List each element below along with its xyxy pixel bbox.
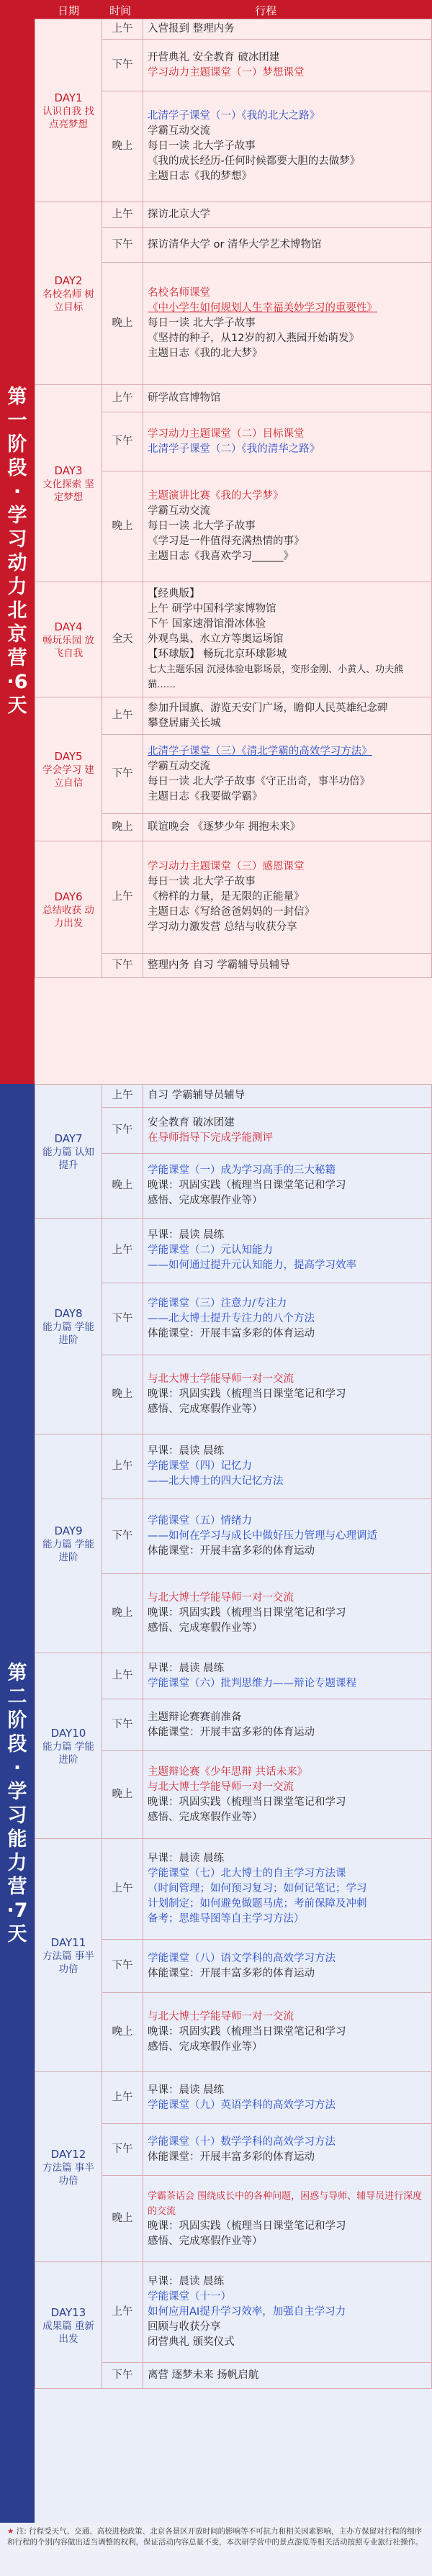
- time-cell: 上午: [102, 697, 143, 735]
- time-cell: 下午: [102, 1940, 143, 1993]
- activity-line: 每日一读 北大学子故事: [148, 317, 256, 329]
- day-cell: [35, 2262, 102, 2389]
- activity-cell: [143, 202, 432, 228]
- activity-line: 《我的成长经历-任何时候都要大胆的去做梦》: [148, 155, 361, 167]
- activity-line: 每日一读 北大学子故事: [148, 876, 256, 887]
- schedule-row: [35, 385, 432, 412]
- day-theme: 方法篇 事半功倍: [42, 1950, 94, 1975]
- activity-cell: [143, 2124, 432, 2176]
- activity-line: 学能课堂（六）批判思维力——辩论专题课程: [148, 1677, 356, 1689]
- day-id: DAY4: [54, 620, 83, 633]
- activity-line: 学能课堂（五）情绪力: [148, 1515, 252, 1527]
- activity-line: 与北大博士学能导师一对一交流: [148, 2011, 294, 2023]
- activity-cell: [143, 954, 432, 978]
- time-cell: 上午: [102, 2072, 143, 2124]
- activity-line: 学能课堂（十一）: [148, 2291, 231, 2302]
- activity-line: 体能课堂：开展丰富多彩的体育运动: [148, 2151, 315, 2163]
- activity-cell: [143, 1993, 432, 2072]
- time-cell: 上午: [102, 2262, 143, 2363]
- activity-cell: [143, 2072, 432, 2124]
- activity-cell: [143, 1940, 432, 1993]
- activity-line: 学霸互动交流: [148, 125, 210, 137]
- time-cell: 晚上: [102, 471, 143, 582]
- activity-line: 安全教育 破冰团建: [148, 1116, 235, 1129]
- activity-line: 计划制定；如何避免做题马虎；考前保障及冲刺: [148, 1898, 367, 1910]
- activity-line: 北清学子课堂（一）《我的北大之路》: [148, 110, 320, 122]
- activity-line: 联谊晚会 《逐梦少年 拥抱未来》: [148, 821, 301, 833]
- day-id: DAY8: [54, 1306, 83, 1320]
- activity-line: 每日一读 北大学子故事: [148, 520, 256, 532]
- schedule-row: [35, 1085, 432, 1108]
- day-id: DAY1: [54, 91, 83, 104]
- day-cell: [35, 582, 102, 697]
- stage1-table: [35, 19, 432, 1084]
- day-theme: 总结收获 动力出发: [42, 904, 94, 929]
- activity-cell: [143, 735, 432, 814]
- stage2-banner: [0, 1084, 35, 2523]
- activity-cell: [143, 2176, 432, 2262]
- day-theme: 能力篇 认知提升: [42, 1146, 94, 1171]
- activity-cell: [143, 697, 432, 735]
- activity-line: 《学习是一件值得充满热情的事》: [148, 535, 305, 547]
- activity-line: 学习动力激发营 总结与收获分享: [148, 921, 297, 933]
- time-cell: 上午: [102, 841, 143, 954]
- day-cell: [35, 202, 102, 385]
- activity-line: 学能课堂（四）记忆力: [148, 1460, 252, 1472]
- activity-line: 学霸互动交流: [148, 760, 210, 772]
- day-cell: [35, 697, 102, 841]
- day-id: DAY12: [50, 2147, 86, 2161]
- activity-line: 上午 研学中国科学家博物馆: [148, 603, 276, 615]
- activity-line: 主题日志《我的梦想》: [148, 171, 252, 182]
- time-cell: 下午: [102, 1499, 143, 1574]
- star-icon: ★: [7, 2527, 14, 2536]
- activity-line: 在导师指导下完成学能测评: [148, 1131, 273, 1144]
- day-theme: 畅玩乐园 放飞自我: [42, 634, 94, 659]
- stage2-table: [35, 1084, 432, 2523]
- table-header: [0, 0, 432, 19]
- activity-line: 早课：晨读 晨练: [148, 2276, 225, 2287]
- activity-line: 《坚持的种子，从12岁的初入燕园开始萌发》: [148, 333, 359, 344]
- time-cell: 下午: [102, 412, 143, 471]
- activity-cell: [143, 1751, 432, 1839]
- day-id: DAY3: [54, 464, 83, 477]
- activity-line: 学能课堂（二）元认知能力: [148, 1244, 273, 1256]
- activity-line: 如何应用AI提升学习效率，加强自主学习力: [148, 2306, 346, 2318]
- header-date: 日期: [58, 4, 80, 17]
- activity-cell: [143, 1283, 432, 1355]
- time-cell: 上午: [102, 19, 143, 40]
- activity-cell: [143, 1434, 432, 1499]
- activity-cell: [143, 19, 432, 40]
- activity-cell: [143, 91, 432, 202]
- activity-cell: [143, 263, 432, 385]
- activity-line: ——如何通过提升元认知能力，提高学习效率: [148, 1260, 356, 1271]
- activity-line: 名校名师课堂: [148, 287, 210, 299]
- activity-line: 学能课堂（十）数学学科的高效学习方法: [148, 2136, 336, 2148]
- activity-line: 体能课堂：开展丰富多彩的体育运动: [148, 1328, 315, 1339]
- time-cell: 晚上: [102, 1154, 143, 1219]
- footnote-text: 注: 行程受天气、交通、高校进校政策、北京各景区开放时间的影响等不可抗力和相关因素影响，主办方保留对行程的细序和行程的个别内容做出适当调整的权利，保证活动内容总量不变，本次研学营中的景点游览等相关活动按照专业旅行社操作。: [7, 2527, 423, 2546]
- time-cell: 上午: [102, 202, 143, 228]
- header-time: 时间: [109, 4, 132, 17]
- time-cell: 晚上: [102, 2176, 143, 2262]
- activity-line: ——北大博士提升专注力的八个方法: [148, 1313, 315, 1324]
- time-cell: 下午: [102, 1108, 143, 1154]
- schedule-row: [35, 841, 432, 954]
- activity-line: 北清学子课堂（三）《清北学霸的高效学习方法》: [148, 745, 372, 757]
- activity-line: 备考；思维导图等自主学习方法）: [148, 1913, 305, 1925]
- activity-line: 感悟、完成寒假作业等）: [148, 1195, 263, 1206]
- day-id: DAY2: [54, 274, 83, 287]
- activity-line: 入营报到 整理内务: [148, 23, 235, 35]
- activity-line: 学能课堂（七）北大博士的自主学习方法课: [148, 1868, 346, 1879]
- day-id: DAY11: [50, 1935, 86, 1949]
- day-cell: [35, 19, 102, 202]
- day-id: DAY5: [54, 749, 83, 763]
- activity-cell: [143, 471, 432, 582]
- activity-line: 开营典礼 安全教育 破冰团建: [148, 51, 280, 63]
- time-cell: 下午: [102, 735, 143, 814]
- activity-line: 学能课堂（一）成为学习高手的三大秘籍: [148, 1165, 336, 1176]
- day-cell: [35, 1839, 102, 2072]
- activity-line: 早课：晨读 晨练: [148, 1445, 225, 1457]
- schedule-grid: [35, 1084, 432, 2389]
- day-cell: [35, 841, 102, 978]
- activity-line: 下午 国家速滑馆滑冰体验: [148, 618, 266, 630]
- activity-line: 七大主题乐园 沉浸体验电影场景，变形金刚、小黄人、功夫熊猫……: [148, 664, 404, 690]
- activity-line: 回顾与收获分享: [148, 2321, 221, 2333]
- activity-line: 【环球版】 畅玩北京环球影城: [148, 648, 287, 660]
- activity-cell: [143, 1699, 432, 1751]
- activity-cell: [143, 1574, 432, 1653]
- time-cell: 下午: [102, 1283, 143, 1355]
- activity-line: 北清学子课堂（二）《我的清华之路》: [148, 443, 320, 455]
- activity-line: 学能课堂（八）语文学科的高效学习方法: [148, 1952, 336, 1964]
- activity-line: 体能课堂：开展丰富多彩的体育运动: [148, 1967, 315, 1979]
- schedule-row: [35, 1653, 432, 1699]
- activity-line: 体能课堂：开展丰富多彩的体育运动: [148, 1545, 315, 1557]
- activity-line: 探访清华大学 or 清华大学艺术博物馆: [148, 239, 322, 250]
- schedule-grid: [35, 19, 432, 978]
- activity-line: 早课：晨读 晨练: [148, 2084, 225, 2096]
- activity-cell: [143, 385, 432, 412]
- activity-line: 与北大博士学能导师一对一交流: [148, 1592, 294, 1604]
- day-id: DAY13: [50, 2305, 86, 2319]
- activity-line: 主题辩论赛赛前准备: [148, 1711, 242, 1723]
- activity-line: ——如何在学习与成长中做好压力管理与心理调适: [148, 1530, 377, 1542]
- day-theme: 认识自我 找点亮梦想: [42, 105, 94, 130]
- day-cell: [35, 1085, 102, 1219]
- activity-line: 与北大博士学能导师一对一交流: [148, 1373, 294, 1385]
- activity-line: 感悟、完成寒假作业等）: [148, 1811, 263, 1823]
- activity-line: 自习 学霸辅导员辅导: [148, 1090, 246, 1101]
- day-cell: [35, 1653, 102, 1839]
- day-theme: 能力篇 学能进阶: [42, 1321, 94, 1346]
- activity-line: 晚课：巩固实践（梳理当日课堂笔记和学习: [148, 1796, 346, 1808]
- activity-cell: [143, 412, 432, 471]
- time-cell: 晚上: [102, 91, 143, 202]
- schedule-row: [35, 1219, 432, 1283]
- schedule-row: [35, 697, 432, 735]
- activity-line: 学能课堂（三）注意力/专注力: [148, 1298, 287, 1309]
- day-cell: [35, 1434, 102, 1653]
- time-cell: 晚上: [102, 1355, 143, 1434]
- activity-line: 晚课：巩固实践（梳理当日课堂笔记和学习: [148, 1388, 346, 1400]
- schedule-row: [35, 202, 432, 228]
- day-theme: 学会学习 建立自信: [42, 764, 94, 789]
- time-cell: 晚上: [102, 1993, 143, 2072]
- day-id: DAY10: [50, 1726, 86, 1740]
- activity-line: 学霸茶话会 围绕成长中的各种问题，困惑与导师、辅导员进行深度的交流: [148, 2190, 423, 2217]
- time-cell: 下午: [102, 2363, 143, 2389]
- activity-cell: [143, 582, 432, 697]
- time-cell: 晚上: [102, 263, 143, 385]
- activity-cell: [143, 1839, 432, 1940]
- day-theme: 方法篇 事半功倍: [42, 2161, 94, 2187]
- activity-line: 学习动力主题课堂（三）感恩课堂: [148, 861, 305, 872]
- stage1-title: 第一阶段·学习动力北京营·6天: [6, 386, 28, 717]
- activity-line: 主题辩论赛《少年思辩 共话未来》: [148, 1766, 308, 1778]
- activity-line: 学习动力主题课堂（二）目标课堂: [148, 428, 305, 440]
- activity-cell: [143, 841, 432, 954]
- day-theme: 文化探索 坚定梦想: [42, 478, 94, 503]
- activity-line: 体能课堂：开展丰富多彩的体育运动: [148, 1726, 315, 1738]
- day-cell: [35, 385, 102, 582]
- day-id: DAY6: [54, 890, 83, 903]
- day-id: DAY7: [54, 1131, 83, 1145]
- activity-line: 主题演讲比赛《我的大学梦》: [148, 490, 284, 502]
- activity-line: 感悟、完成寒假作业等）: [148, 1404, 263, 1415]
- activity-cell: [143, 814, 432, 841]
- activity-line: 晚课：巩固实践（梳理当日课堂笔记和学习: [148, 1607, 346, 1619]
- activity-line: 离营 逐梦未来 扬帆启航: [148, 2369, 259, 2381]
- schedule-row: [35, 1839, 432, 1940]
- header-itinerary: 行程: [255, 4, 277, 17]
- time-cell: 晚上: [102, 814, 143, 841]
- schedule-row: [35, 1434, 432, 1499]
- activity-line: 《中小学生如何规划人生幸福美妙学习的重要性》: [148, 302, 377, 314]
- activity-line: 参加升国旗、游览天安门广场，瞻仰人民英雄纪念碑: [148, 702, 388, 714]
- time-cell: 上午: [102, 1653, 143, 1699]
- day-theme: 成果篇 重新出发: [42, 2320, 94, 2345]
- footnote: [0, 2523, 432, 2576]
- activity-line: 探访北京大学: [148, 209, 210, 220]
- activity-line: 闭营典礼 颁奖仪式: [148, 2336, 235, 2348]
- activity-line: 主题日志《我的北大梦》: [148, 348, 263, 359]
- time-cell: 晚上: [102, 1751, 143, 1839]
- stage2-title: 第二阶段·学习能力营·7天: [6, 1661, 28, 1945]
- activity-line: 【经典版】: [148, 588, 200, 600]
- activity-cell: [143, 40, 432, 91]
- time-cell: 上午: [102, 1839, 143, 1940]
- schedule-row: [35, 2072, 432, 2124]
- activity-line: 早课：晨读 晨练: [148, 1662, 225, 1674]
- activity-line: 外观鸟巢、水立方等奥运场馆: [148, 633, 284, 645]
- activity-cell: [143, 1154, 432, 1219]
- time-cell: 晚上: [102, 1574, 143, 1653]
- time-cell: 上午: [102, 385, 143, 412]
- day-cell: [35, 2072, 102, 2262]
- activity-line: 每日一读 北大学子故事《守正出奇，事半功倍》: [148, 775, 371, 787]
- activity-cell: [143, 1653, 432, 1699]
- activity-line: 研学故宫博物馆: [148, 392, 221, 404]
- time-cell: 上午: [102, 1434, 143, 1499]
- schedule-row: [35, 582, 432, 697]
- activity-line: 晚课：巩固实践（梳理当日课堂笔记和学习: [148, 2220, 346, 2232]
- time-cell: 下午: [102, 1699, 143, 1751]
- activity-line: 主题日志《我喜欢学习______》: [148, 551, 294, 562]
- activity-cell: [143, 1108, 432, 1154]
- time-cell: 下午: [102, 228, 143, 263]
- activity-cell: [143, 228, 432, 263]
- day-cell: [35, 1219, 102, 1434]
- time-cell: 下午: [102, 40, 143, 91]
- activity-line: 整理内务 自习 学霸辅导员辅导: [148, 959, 290, 971]
- activity-cell: [143, 1219, 432, 1283]
- activity-line: 早课：晨读 晨练: [148, 1229, 225, 1241]
- day-theme: 名校名师 树立目标: [42, 288, 94, 313]
- activity-cell: [143, 2262, 432, 2363]
- schedule-row: [35, 19, 432, 40]
- activity-cell: [143, 2363, 432, 2389]
- activity-line: 《榜样的力量，是无限的正能量》: [148, 891, 305, 903]
- activity-line: 主题日志《我要做学霸》: [148, 790, 263, 803]
- day-id: DAY9: [54, 1524, 83, 1537]
- day-theme: 能力篇 学能进阶: [42, 1740, 94, 1766]
- time-cell: 上午: [102, 1219, 143, 1283]
- time-cell: 上午: [102, 1085, 143, 1108]
- activity-line: 学霸互动交流: [148, 505, 210, 517]
- activity-line: 早课：晨读 晨练: [148, 1853, 225, 1864]
- activity-cell: [143, 1499, 432, 1574]
- activity-cell: [143, 1085, 432, 1108]
- activity-line: 晚课：巩固实践（梳理当日课堂笔记和学习: [148, 1180, 346, 1191]
- activity-line: ——北大博士的四大记忆方法: [148, 1475, 284, 1487]
- time-cell: 下午: [102, 954, 143, 978]
- activity-cell: [143, 1355, 432, 1434]
- day-theme: 能力篇 学能进阶: [42, 1538, 94, 1563]
- activity-line: 晚课：巩固实践（梳理当日课堂笔记和学习: [148, 2026, 346, 2038]
- activity-line: 攀登居庸关长城: [148, 717, 221, 729]
- activity-line: （时间管理；如何预习复习；如何记笔记；学习: [148, 1883, 367, 1894]
- activity-line: 每日一读 北大学子故事: [148, 140, 256, 152]
- stage1-banner: [0, 19, 35, 1084]
- activity-line: 学能课堂（九）英语学科的高效学习方法: [148, 2099, 336, 2111]
- activity-line: 感悟、完成寒假作业等）: [148, 1622, 263, 1634]
- activity-line: 学习动力主题课堂（一）梦想课堂: [148, 66, 305, 78]
- activity-line: 感悟、完成寒假作业等）: [148, 2235, 263, 2247]
- activity-line: 与北大博士学能导师一对一交流: [148, 1781, 294, 1793]
- schedule-row: [35, 2262, 432, 2363]
- activity-line: 感悟、完成寒假作业等）: [148, 2041, 263, 2053]
- time-cell: 下午: [102, 2124, 143, 2176]
- time-cell: 全天: [102, 582, 143, 697]
- activity-line: 主题日志《写给爸爸妈妈的一封信》: [148, 906, 315, 918]
